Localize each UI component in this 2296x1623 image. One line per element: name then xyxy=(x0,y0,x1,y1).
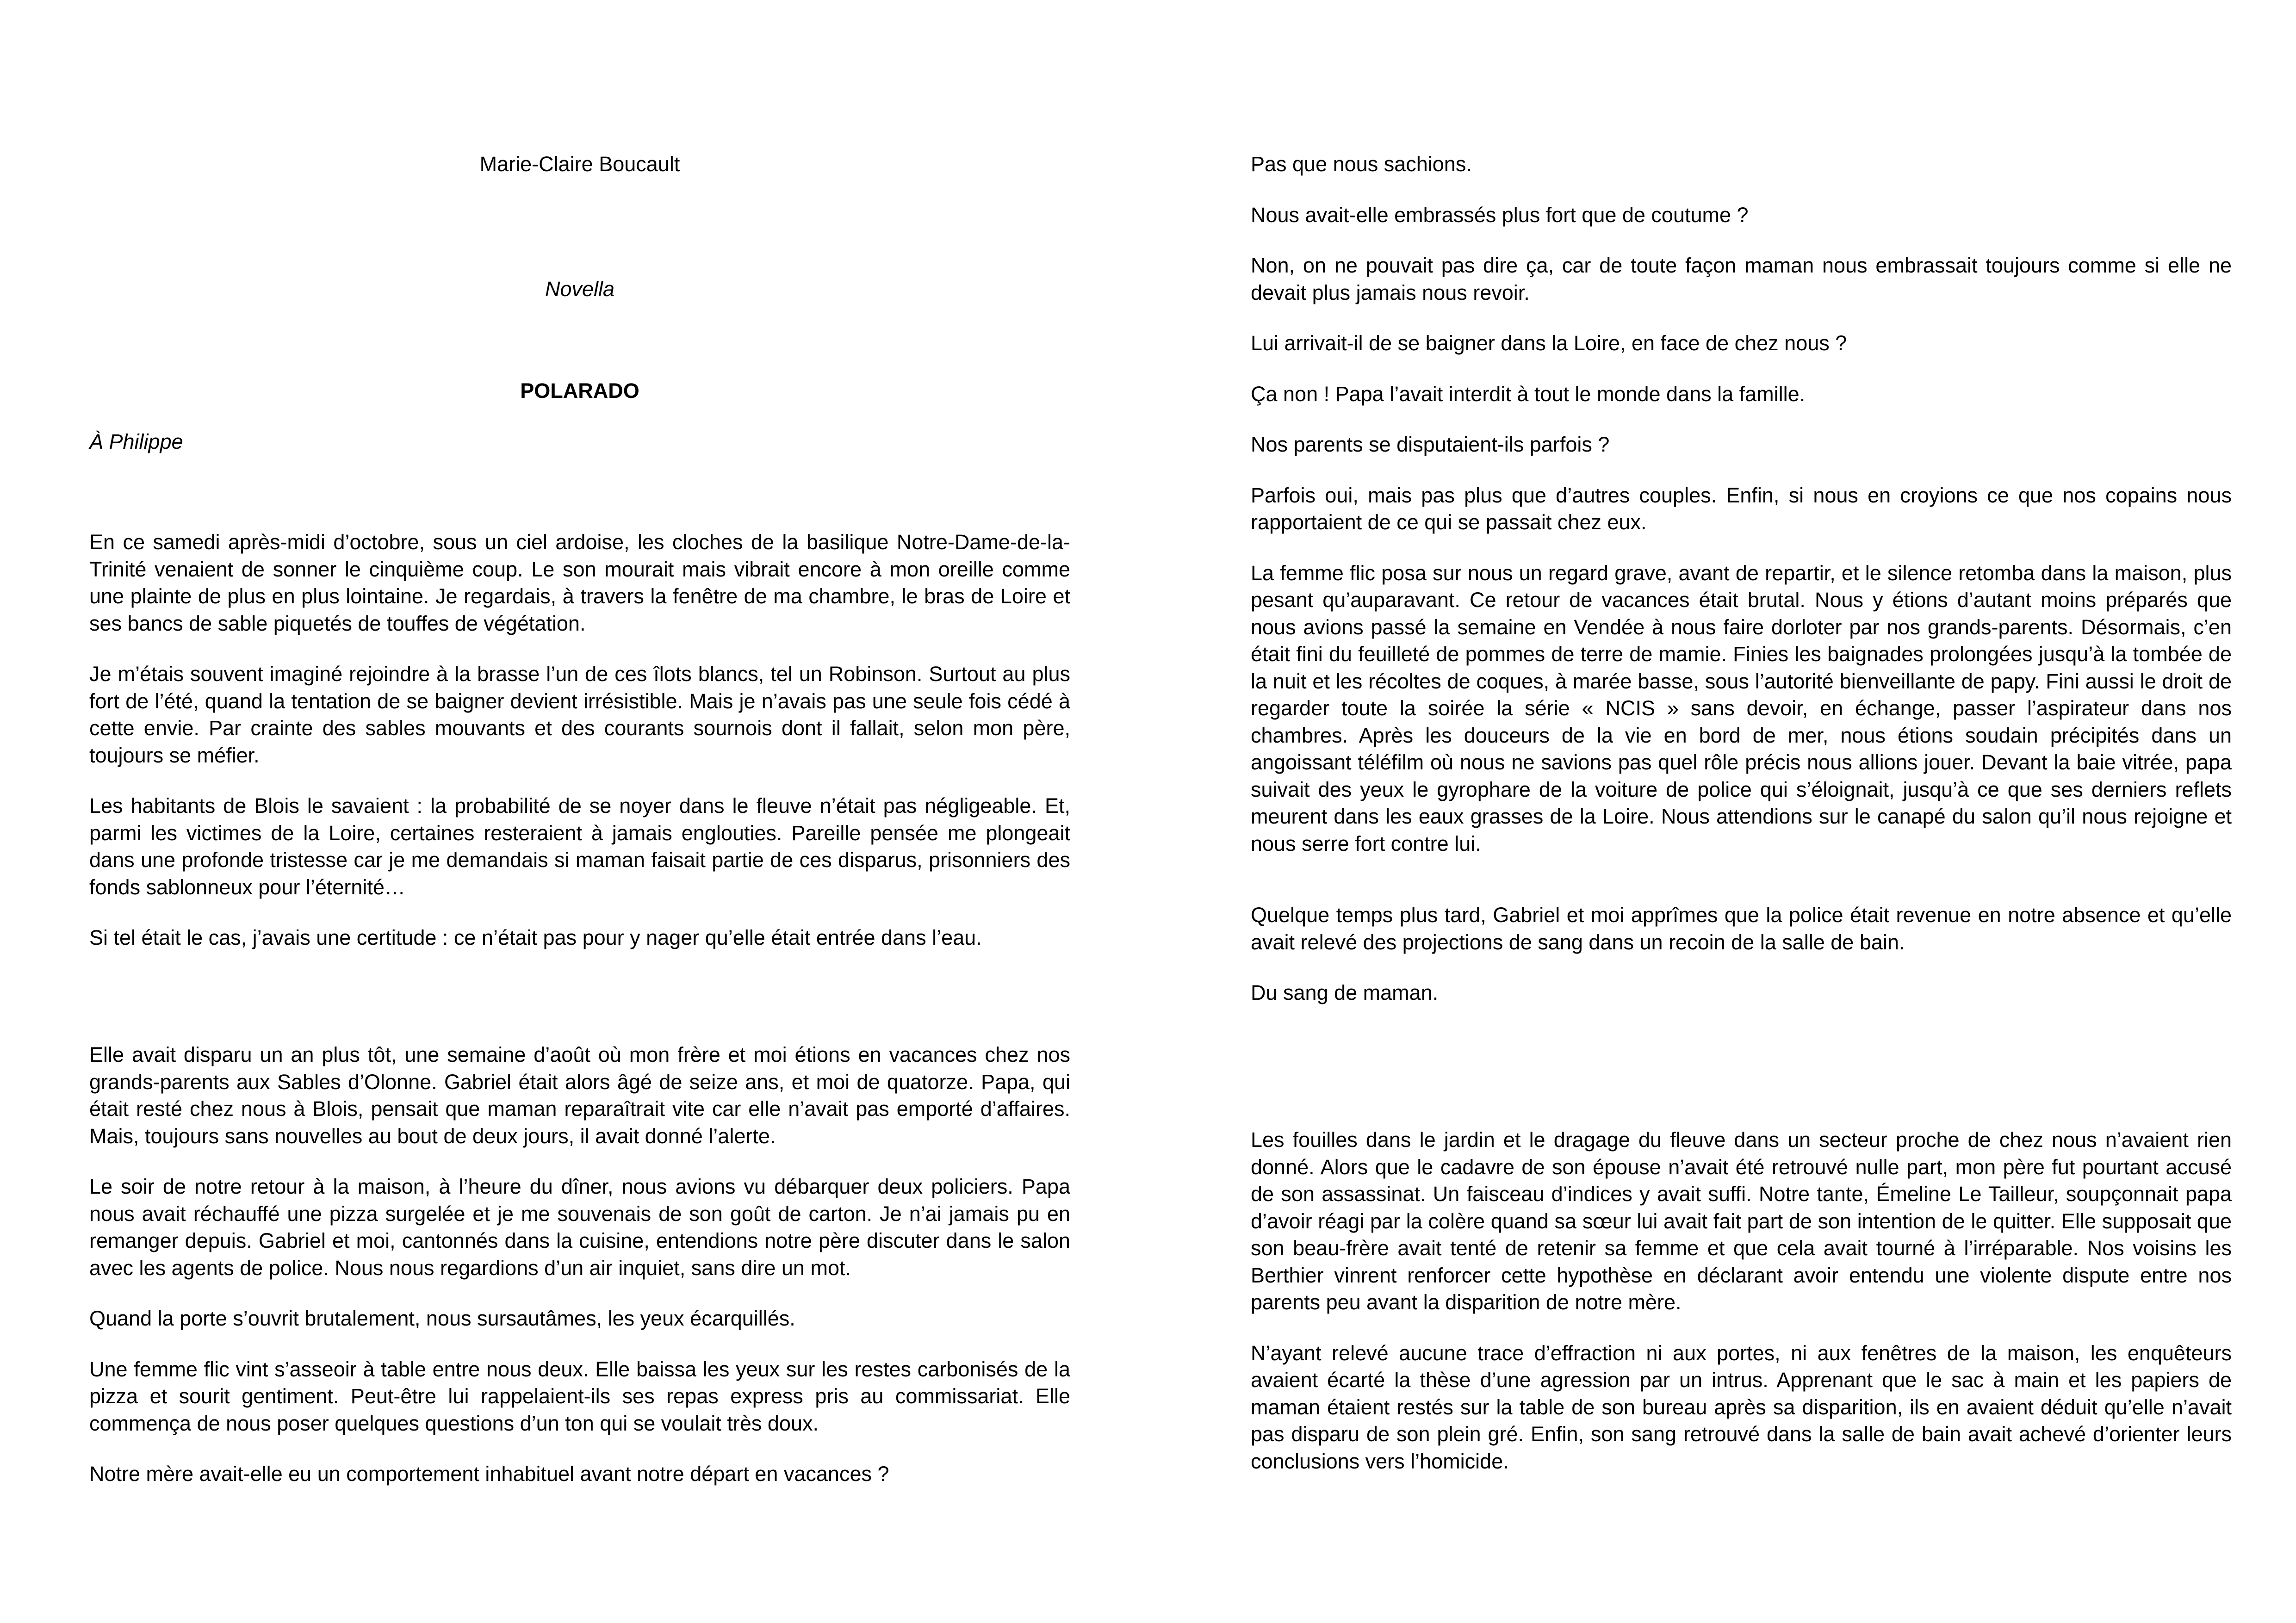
paragraph: N’ayant relevé aucune trace d’effraction ni aux portes, ni aux fenêtres de la maison, les enquêteurs avaient écarté la thèse d’une agression par un intrus. Apprenant que le sac à main et les papiers de maman étaient restés sur la table de son bureau après sa disparition, ils en avaient déduit qu’elle n’avait pas disparu de son plein gré. Enfin, son sang retrouvé dans la salle de bain avait achevé d’orienter leurs conclusions vers l’homicide. xyxy=(1251,1341,2232,1473)
paragraph: Notre mère avait-elle eu un comportement inhabituel avant notre départ en vacances ? xyxy=(89,1462,889,1486)
book-title: POLARADO xyxy=(520,379,639,403)
left-section-2 xyxy=(89,1041,1070,1511)
paragraph: Je m’étais souvent imaginé rejoindre à la brasse l’un de ces îlots blancs, tel un Robinson. Surtout au plus fort de l’été, quand la tentation de se baigner devient irrésistible. Mais je n’avais pas une seule fois cédé à cette envie. Par crainte des sables mouvants et des courants sournois dont il fallait, selon mon père, toujours se méfier. xyxy=(89,662,1070,767)
paragraph: Lui arrivait-il de se baigner dans la Loire, en face de chez nous ? xyxy=(1251,331,1847,355)
right-section-2 xyxy=(1251,902,2232,1030)
paragraph: Une femme flic vint s’asseoir à table entre nous deux. Elle baissa les yeux sur les restes carbonisés de la pizza et sourit gentiment. Peut-être lui rappelaient-ils ses repas express pris au commissariat. Elle commença de nous poser quelques questions d’un ton qui se voulait très doux. xyxy=(89,1357,1070,1435)
paragraph: Nous avait-elle embrassés plus fort que de coutume ? xyxy=(1251,203,1749,227)
author-name: Marie-Claire Boucault xyxy=(479,152,680,176)
genre-label: Novella xyxy=(545,277,615,301)
paragraph: Ça non ! Papa l’avait interdit à tout le monde dans la famille. xyxy=(1251,382,1806,406)
paragraph: Le soir de notre retour à la maison, à l’heure du dîner, nous avions vu débarquer deux policiers. Papa nous avait réchauffé une pizza surgelée et je me souvenais de son goût de carton. Je n’ai jamais pu en remanger depuis. Gabriel et moi, cantonnés dans la cuisine, entendions notre père discuter dans le salon avec les agents de police. Nous nous regardions d’un air inquiet, sans dire un mot. xyxy=(89,1175,1070,1280)
dedication: À Philippe xyxy=(89,430,183,453)
right-section-3 xyxy=(1251,1127,2232,1499)
paragraph: Parfois oui, mais pas plus que d’autres couples. Enfin, si nous en croyions ce que nos copains nous rapportaient de ce qui se passait chez eux. xyxy=(1251,483,2232,534)
right-page xyxy=(1148,0,2296,1623)
paragraph: Nos parents se disputaient-ils parfois ? xyxy=(1251,433,1610,456)
paragraph: Si tel était le cas, j’avais une certitude : ce n’était pas pour y nager qu’elle était entrée dans l’eau. xyxy=(89,926,982,949)
paragraph: Les habitants de Blois le savaient : la probabilité de se noyer dans le fleuve n’était pas négligeable. Et, parmi les victimes de la Loire, certaines resteraient à jamais englouties. Pareille pensée me plongeait dans une profonde tristesse car je me demandais si maman faisait partie de ces disparus, prisonniers des fonds sablonneux pour l’éternité… xyxy=(89,794,1070,899)
paragraph: En ce samedi après-midi d’octobre, sous un ciel ardoise, les cloches de la basilique Notre-Dame-de-la-Trinité venaient de sonner le cinquième coup. Le son mourait mais vibrait encore à mon oreille comme une plainte de plus en plus lointaine. Je regardais, à travers la fenêtre de ma chambre, le bras de Loire et ses bancs de sable piquetés de touffes de végétation. xyxy=(89,530,1070,635)
paragraph: Du sang de maman. xyxy=(1251,981,1439,1004)
paragraph: Quand la porte s’ouvrit brutalement, nous sursautâmes, les yeux écarquillés. xyxy=(89,1307,795,1330)
paragraph: Quelque temps plus tard, Gabriel et moi apprîmes que la police était revenue en notre absence et qu’elle avait relevé des projections de sang dans un recoin de la salle de bain. xyxy=(1251,903,2232,954)
left-section-1 xyxy=(89,529,1070,975)
right-section-1 xyxy=(1251,151,2232,881)
paragraph: Pas que nous sachions. xyxy=(1251,152,1472,176)
paragraph: Les fouilles dans le jardin et le dragage du fleuve dans un secteur proche de chez nous n’avaient rien donné. Alors que le cadavre de son épouse n’avait été retrouvé nulle part, mon père fut pourtant accusé de son assassinat. Un faisceau d’indices y avait suffi. Notre tante, Émeline Le Tailleur, soupçonnait papa d’avoir réagi par la colère quand sa sœur lui avait fait part de son intention de le quitter. Elle supposait que son beau-frère avait tenté de retenir sa femme et que cela avait tourné à l’irréparable. Nos voisins les Berthier vinrent renforcer cette hypothèse en déclarant avoir entendu une violente dispute entre nos parents peu avant la disparition de notre mère. xyxy=(1251,1128,2232,1314)
paragraph: Elle avait disparu un an plus tôt, une semaine d’août où mon frère et moi étions en vacances chez nos grands-parents aux Sables d’Olonne. Gabriel était alors âgé de seize ans, et moi de quatorze. Papa, qui était resté chez nous à Blois, pensait que maman reparaîtrait vite car elle n’avait pas emporté d’affaires. Mais, toujours sans nouvelles au bout de deux jours, il avait donné l’alerte. xyxy=(89,1043,1070,1148)
paragraph: La femme flic posa sur nous un regard grave, avant de repartir, et le silence retomba dans la maison, plus pesant qu’auparavant. Ce retour de vacances était brutal. Nous y étions d’autant moins préparés que nous avions passé la semaine en Vendée à nous faire dorloter par nos grands-parents. Désormais, c’en était fini du feuilleté de pommes de terre de mamie. Finies les baignades prolongées jusqu’à la tombée de la nuit et les récoltes de coques, à marée basse, sous l’autorité bienveillante de papy. Fini aussi le droit de regarder toute la soirée la série « NCIS » sans devoir, en échange, passer l’aspirateur dans nos chambres. Après les douceurs de la vie en bord de mer, nous étions soudain précipités dans un angoissant téléfilm où nous ne savions pas quel rôle précis nous allions jouer. Devant la baie vitrée, papa suivait des yeux le gyrophare de la voiture de police qui s’éloignait, jusqu’à ce que ses derniers reflets meurent dans les eaux grasses de la Loire. Nous attendions sur le canapé du salon qu’il nous rejoigne et nous serre fort contre lui. xyxy=(1251,561,2232,855)
paragraph: Non, on ne pouvait pas dire ça, car de toute façon maman nous embrassait toujours comme si elle ne devait plus jamais nous revoir. xyxy=(1251,254,2232,304)
